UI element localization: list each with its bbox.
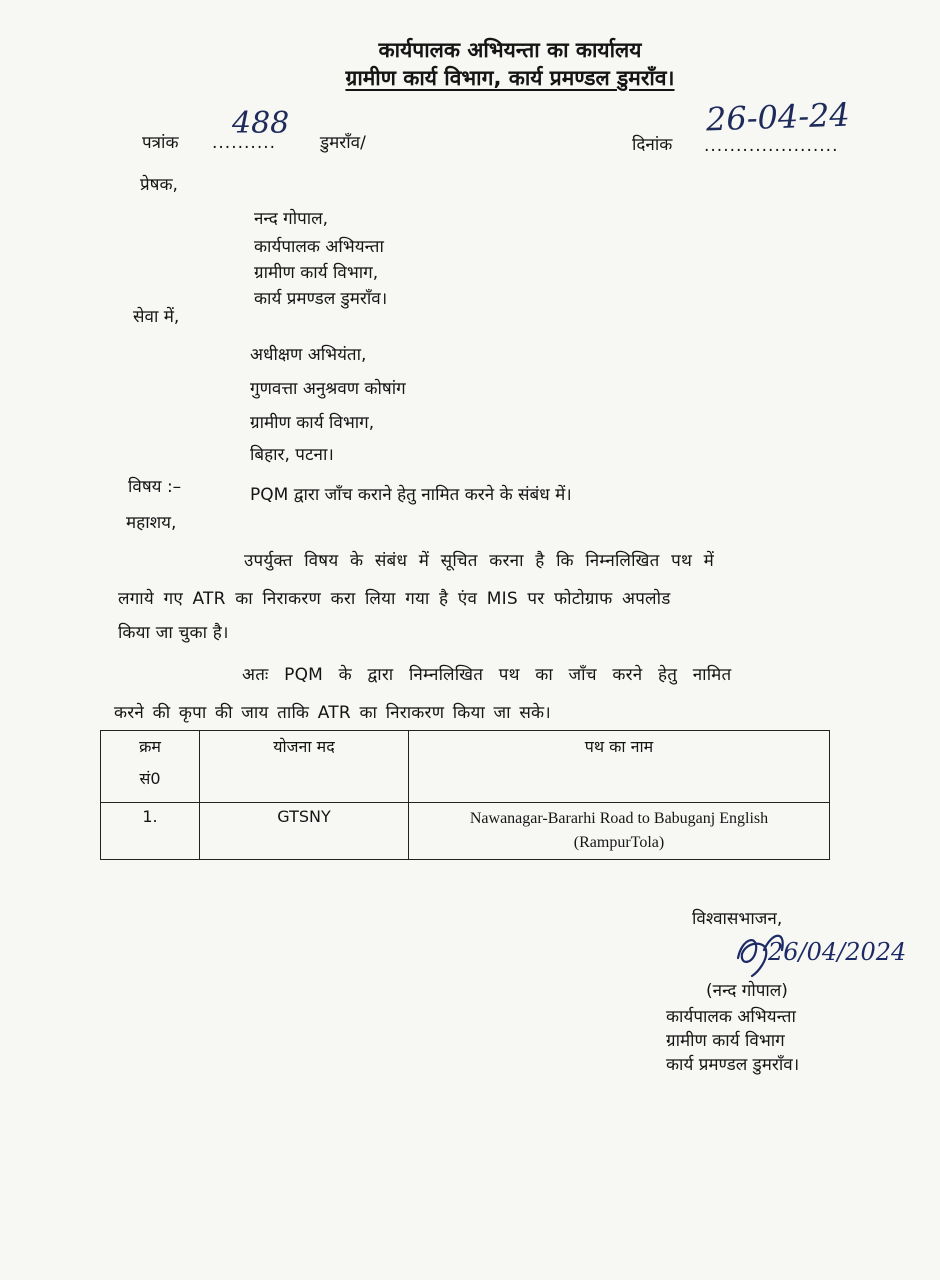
road-table <box>100 730 830 860</box>
subject-text: PQM द्वारा जाँच कराने हेतु नामित करने के संबंध में। <box>250 485 572 505</box>
closing-label: विश्वासभाजन, <box>692 909 783 929</box>
body-line: उपर्युक्त विषय के संबंध में सूचित करना है कि निम्नलिखित पथ में <box>244 551 715 571</box>
office-title: कार्यपालक अभियन्ता का कार्यालय <box>378 38 642 62</box>
cell-road <box>409 803 830 860</box>
cell-serial: 1. <box>101 803 200 860</box>
signature-date: 26/04/2024 <box>768 938 907 966</box>
ref-label: पत्रांक <box>142 133 179 153</box>
sender-line: कार्य प्रमण्डल डुमराँव। <box>254 289 388 309</box>
table-header-row <box>101 731 830 803</box>
body-line: लगाये गए ATR का निराकरण करा लिया गया है एंव MIS पर फोटोग्राफ अपलोड <box>118 589 671 609</box>
signatory-name: (नन्द गोपाल) <box>706 981 788 1001</box>
date-label: दिनांक <box>632 135 673 155</box>
date-dots: ..................... <box>704 136 839 156</box>
table-row <box>101 803 830 860</box>
recipient-line: बिहार, पटना। <box>250 445 334 465</box>
sender-line: नन्द गोपाल, <box>254 209 329 229</box>
department-title-text: ग्रामीण कार्य विभाग, कार्य प्रमण्डल डुमराँव। <box>345 66 675 90</box>
recipient-label: सेवा में, <box>133 307 180 327</box>
date-handwritten: 26-04-24 <box>705 95 851 139</box>
ref-number-handwritten: 488 <box>232 106 290 141</box>
ref-dots: .......... <box>212 133 277 153</box>
signatory-division: कार्य प्रमण्डल डुमराँव। <box>666 1055 800 1075</box>
body-line: अतः PQM के द्वारा निम्नलिखित पथ का जाँच करने हेतु नामित <box>242 665 732 685</box>
header-serial <box>101 731 200 803</box>
header-serial-line1: क्रम <box>139 737 161 756</box>
sender-label: प्रेषक, <box>140 175 178 195</box>
recipient-line: गुणवत्ता अनुश्रवण कोषांग <box>250 379 406 399</box>
body-line: किया जा चुका है। <box>118 623 229 643</box>
ref-place: डुमराँव/ <box>320 133 366 153</box>
sender-line: कार्यपालक अभियन्ता <box>254 237 384 257</box>
header-scheme: योजना मद <box>200 731 409 803</box>
salutation: महाशय, <box>126 513 177 533</box>
subject-label: विषय :– <box>128 477 182 497</box>
body-line: करने की कृपा की जाय ताकि ATR का निराकरण किया जा सके। <box>114 703 551 723</box>
signatory-designation: कार्यपालक अभियन्ता <box>666 1007 796 1027</box>
recipient-line: ग्रामीण कार्य विभाग, <box>250 413 375 433</box>
cell-road-line1: Nawanagar-Bararhi Road to Babuganj English <box>469 810 769 827</box>
recipient-line: अधीक्षण अभियंता, <box>250 345 367 365</box>
sender-line: ग्रामीण कार्य विभाग, <box>254 263 379 283</box>
department-title <box>0 64 940 92</box>
cell-scheme: GTSNY <box>200 803 409 860</box>
signatory-department: ग्रामीण कार्य विभाग <box>666 1031 785 1051</box>
header-road: पथ का नाम <box>409 731 830 803</box>
header-serial-line2: सं0 <box>139 769 161 788</box>
cell-road-line2: (RampurTola) <box>573 834 665 851</box>
